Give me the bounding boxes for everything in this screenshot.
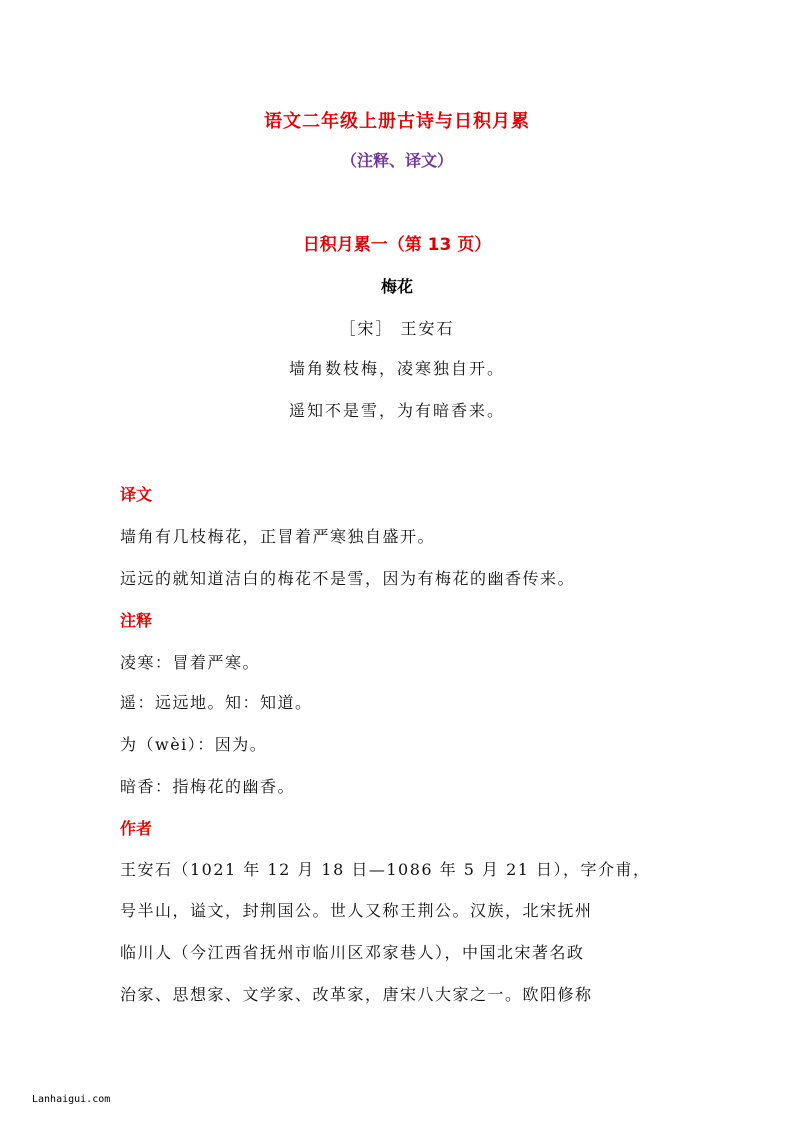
note-line: 凌寒：冒着严寒。	[120, 653, 261, 672]
note-line: 为（wèi）：因为。	[120, 735, 268, 754]
notes-heading: 注释	[120, 611, 153, 630]
poem-line: 墙角数枝梅，凌寒独自开。	[288, 359, 505, 378]
poem-author: ［宋］ 王安石	[339, 319, 455, 338]
author-line: 号半山，谥文，封荆国公。世人又称王荆公。汉族，北宋抚州	[120, 901, 593, 920]
translation-heading: 译文	[120, 485, 153, 504]
translation-line: 墙角有几枝梅花，正冒着严寒独自盛开。	[120, 527, 436, 546]
poem-title: 梅花	[380, 277, 413, 296]
note-line: 遥：远远地。知：知道。	[120, 693, 313, 712]
author-line: 王安石（1021 年 12 月 18 日—1086 年 5 月 21 日），字介甫，	[120, 860, 651, 879]
section-title: 日积月累一（第 13 页）	[302, 235, 492, 255]
note-line: 暗香：指梅花的幽香。	[120, 777, 296, 796]
footer-source: Lanhaigui.com	[32, 1094, 111, 1105]
document-subtitle: （注释、译文）	[340, 151, 453, 170]
translation-line: 远远的就知道洁白的梅花不是雪，因为有梅花的幽香传来。	[120, 569, 576, 588]
poem-line: 遥知不是雪，为有暗香来。	[288, 401, 505, 420]
author-heading: 作者	[120, 819, 153, 838]
author-line: 临川人（今江西省抚州市临川区邓家巷人），中国北宋著名政	[120, 943, 585, 962]
author-line: 治家、思想家、文学家、改革家，唐宋八大家之一。欧阳修称	[120, 985, 593, 1004]
document-title: 语文二年级上册古诗与日积月累	[264, 111, 530, 132]
